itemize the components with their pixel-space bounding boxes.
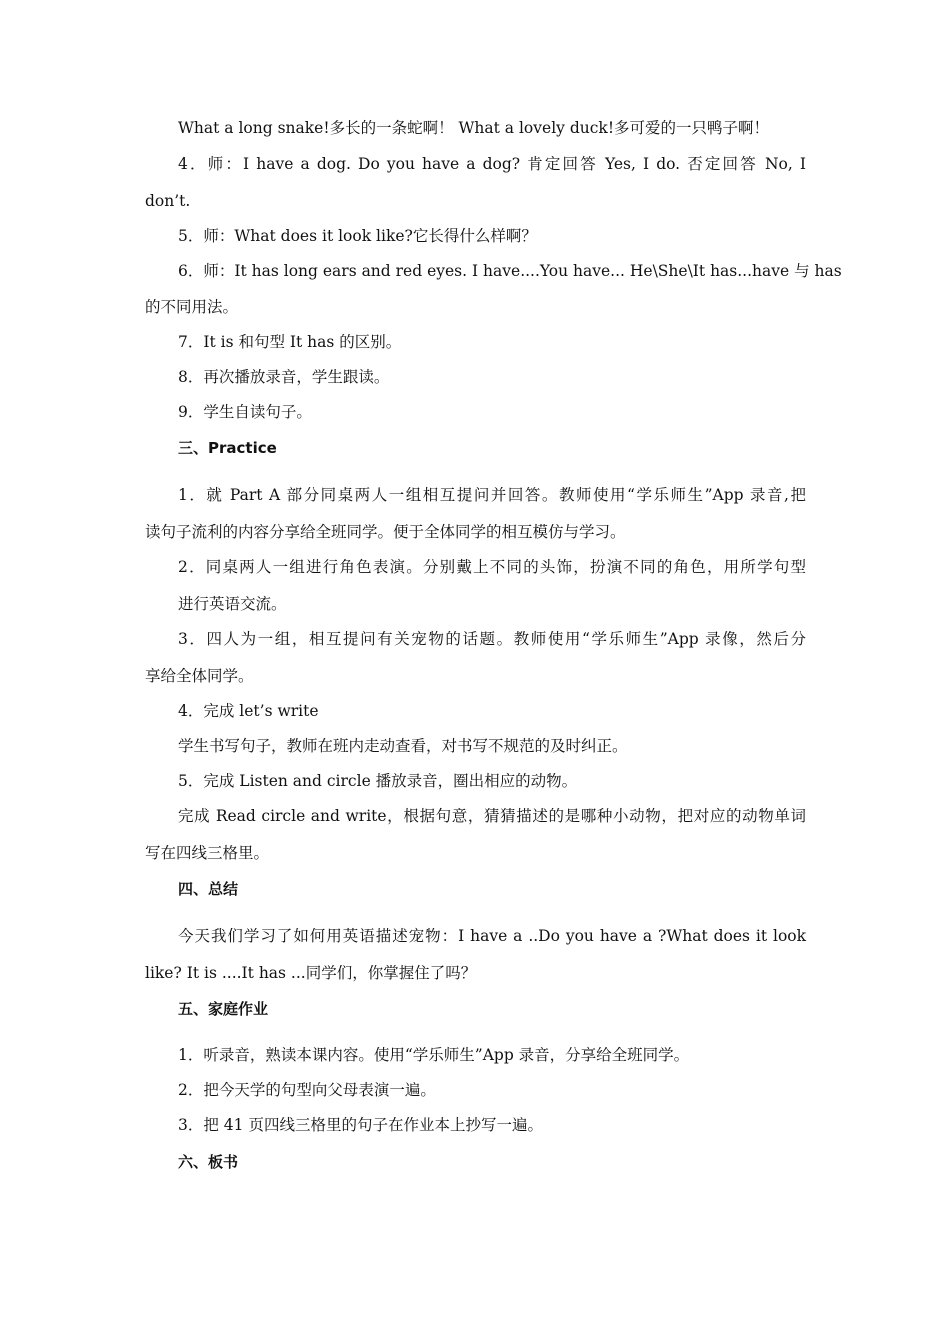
text-line: 今天我们学习了如何用英语描述宠物：I have a ..Do you have a ?What does it look [178,927,806,945]
text-line: 3．四人为一组，相互提问有关宠物的话题。教师使用“学乐师生”App 录像，然后分 [178,630,806,648]
text-line: 4．完成 let’s write [178,702,319,720]
text-line: 读句子流利的内容分享给全班同学。便于全体同学的相互模仿与学习。 [145,523,626,541]
text-line: 4．师：I have a dog. Do you have a dog? 肯定回答 Yes, I do. 否定回答 No, I [178,155,806,173]
text-line: 进行英语交流。 [178,595,287,613]
text-line: 2．把今天学的句型向父母表演一遍。 [178,1081,436,1099]
text-line: like? It is ....It has ...同学们，你掌握住了吗？ [145,964,477,982]
text-line: 9．学生自读句子。 [178,403,312,421]
text-line: 3．把 41 页四线三格里的句子在作业本上抄写一遍。 [178,1116,543,1134]
text-line: What a long snake!多长的一条蛇啊！ What a lovely duck!多可爱的一只鸭子啊！ [178,119,770,137]
text-line: 2．同桌两人一组进行角色表演。分别戴上不同的头饰，扮演不同的角色，用所学句型 [178,558,806,576]
text-line: 7．It is 和句型 It has 的区别。 [178,333,402,351]
text-line: 完成 Read circle and write，根据句意，猜猜描述的是哪种小动物，把对应的动物单词 [178,807,806,825]
text-line: 1．听录音，熟读本课内容。使用“学乐师生”App 录音，分享给全班同学。 [178,1046,690,1064]
section-heading-practice: 三、Practice [178,439,277,457]
text-line: 5．师：What does it look like?它长得什么样啊？ [178,227,537,245]
section-heading-summary: 四、总结 [178,880,239,898]
text-line: 学生书写句子，教师在班内走动查看，对书写不规范的及时纠正。 [178,737,628,755]
text-line: 5．完成 Listen and circle 播放录音，圈出相应的动物。 [178,772,578,790]
text-line: 享给全体同学。 [145,667,254,685]
text-line: 写在四线三格里。 [145,844,270,862]
text-line: 1．就 Part A 部分同桌两人一组相互提问并回答。教师使用“学乐师生”App 录音,把 [178,486,806,504]
text-line: 8．再次播放录音，学生跟读。 [178,368,390,386]
section-heading-blackboard: 六、板书 [178,1153,239,1171]
text-line: don’t. [145,192,191,210]
text-line: 6．师：It has long ears and red eyes. I have....You have... He\She\It has...have 与 has [178,262,842,280]
section-heading-homework: 五、家庭作业 [178,1000,269,1018]
text-line: 的不同用法。 [145,298,239,316]
